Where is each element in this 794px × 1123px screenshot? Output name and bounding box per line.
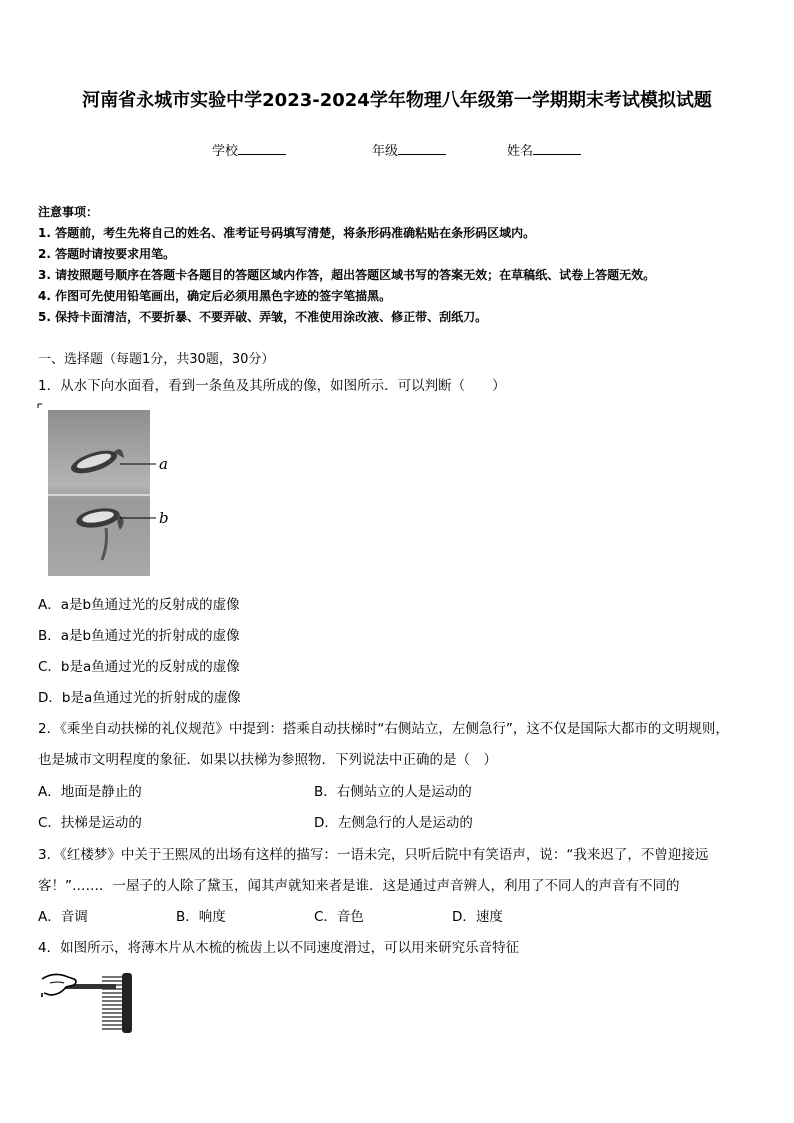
q1-option-d: D．b是a鱼通过光的折射成的虚像 — [38, 690, 241, 706]
label-a: a — [159, 455, 168, 473]
label-b: b — [159, 509, 169, 527]
school-field — [212, 140, 286, 159]
q2-option-b: B．右侧站立的人是运动的 — [314, 784, 472, 800]
q1-option-c: C．b是a鱼通过光的反射成的虚像 — [38, 659, 240, 675]
question-4-stem: 4．如图所示，将薄木片从木梳的梳齿上以不同速度滑过，可以用来研究乐音特征 — [38, 940, 520, 956]
question-3-stem: 3．《红楼梦》中关于王熙凤的出场有这样的描写：一语未完，只听后院中有笑语声，说：“我来迟了，不曾迎接远 — [38, 847, 709, 863]
q3-option-c: C．音色 — [314, 909, 364, 925]
question-3-stem-cont: 客！”……．一屋子的人除了黛玉，闻其声就知来者是谁．这是通过声音辨人，利用了不同人的声音有不同的 — [38, 878, 680, 894]
q3-option-d: D．速度 — [452, 909, 503, 925]
notice-item: 4. 作图可先使用铅笔画出，确定后必须用黑色字迹的签字笔描黑。 — [38, 289, 392, 303]
notice-item: 3. 请按照题号顺序在答题卡各题目的答题区域内作答，超出答题区域书写的答案无效；在草稿纸、试卷上答题无效。 — [38, 268, 656, 282]
grade-label: 年级 — [372, 144, 399, 159]
notice-heading: 注意事项： — [38, 205, 99, 219]
q3-option-a: A．音调 — [38, 909, 88, 925]
q3-option-b: B．响度 — [176, 909, 226, 925]
comb-figure — [40, 965, 140, 1040]
page-title: 河南省永城市实验中学2023-2024学年物理八年级第一学期期末考试模拟试题 — [82, 90, 712, 111]
school-label: 学校 — [212, 144, 239, 159]
q2-option-a: A．地面是静止的 — [38, 784, 142, 800]
section-heading: 一、选择题（每题1分，共30题，30分） — [38, 352, 275, 367]
q1-option-a: A．a是b鱼通过光的反射成的虚像 — [38, 597, 240, 613]
notice-item: 5. 保持卡面清洁，不要折暴、不要弄破、弄皱，不准使用涂改液、修正带、刮纸刀。 — [38, 310, 488, 324]
grade-field — [372, 140, 446, 159]
grade-blank — [398, 142, 446, 155]
fish-reflection-figure — [36, 400, 186, 580]
q1-option-b: B．a是b鱼通过光的折射成的虚像 — [38, 628, 240, 644]
name-field — [507, 140, 581, 159]
question-2-stem: 2．《乘坐自动扶梯的礼仪规范》中提到：搭乘自动扶梯时“右侧站立，左侧急行”，这不仅是国际大都市的文明规则， — [38, 721, 729, 737]
q2-option-d: D．左侧急行的人是运动的 — [314, 815, 473, 831]
name-blank — [533, 142, 581, 155]
school-blank — [238, 142, 286, 155]
question-1-stem: 1．从水下向水面看，看到一条鱼及其所成的像，如图所示．可以判断（ ） — [38, 378, 506, 394]
question-2-stem-cont: 也是城市文明程度的象征．如果以扶梯为参照物．下列说法中正确的是（ ） — [38, 752, 497, 768]
q2-option-c: C．扶梯是运动的 — [38, 815, 142, 831]
notice-item: 2. 答题时请按要求用笔。 — [38, 247, 176, 261]
name-label: 姓名 — [507, 144, 534, 159]
notice-item: 1. 答题前，考生先将自己的姓名、准考证号码填写清楚，将条形码准确粘贴在条形码区域内。 — [38, 226, 536, 240]
